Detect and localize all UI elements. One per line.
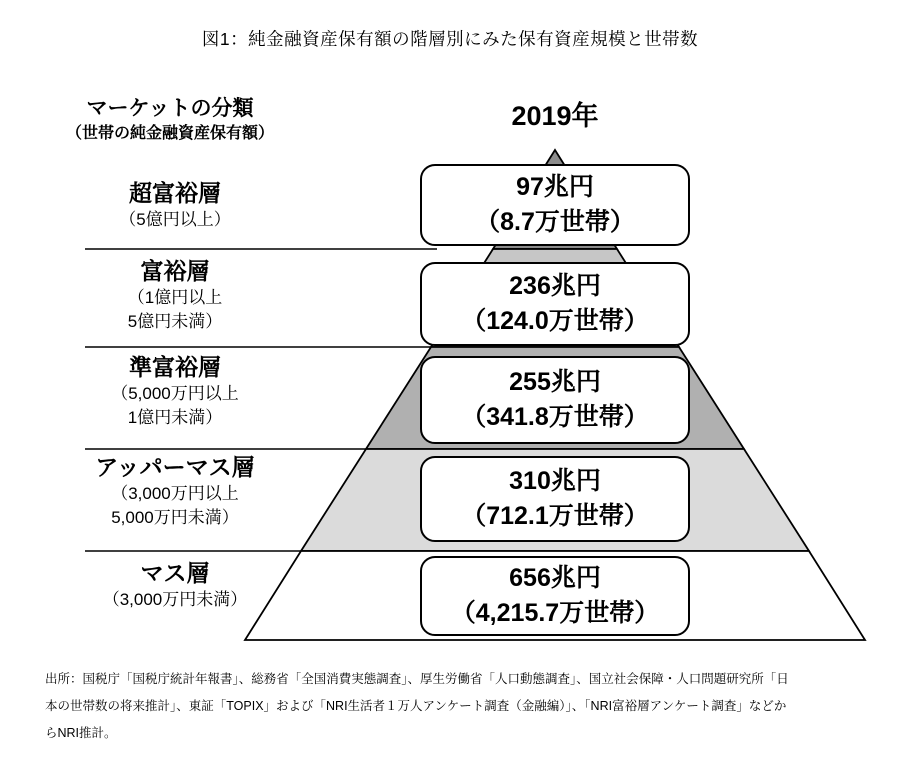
source-note-line-2: 本の世帯数の将来推計」、東証「TOPIX」および「NRI生活者１万人アンケート調査（金融編）」、「NRI富裕層アンケート調査」などか: [45, 699, 787, 713]
tier-3-households-value: （341.8万世帯）: [461, 403, 649, 431]
tier-4-assets-value: 310兆円: [509, 467, 601, 495]
tier-3-label-block: [35, 352, 315, 430]
source-note-line-3: らNRI推計。: [45, 726, 117, 740]
tier-2-value-box: [420, 262, 690, 346]
source-note: [45, 666, 875, 747]
tier-2-households-value: （124.0万世帯）: [461, 307, 649, 335]
tier-2-label-block: [35, 256, 315, 334]
tier-2-name: 富裕層: [140, 258, 210, 284]
tier-2-assets-value: 236兆円: [509, 272, 601, 300]
tier-1-range: （5億円以上）: [119, 210, 231, 229]
tier-4-value-box: [420, 456, 690, 542]
tier-2-range-line-1: （1億円以上: [127, 288, 223, 307]
tier-2-range-line-2: 5億円未満）: [127, 312, 223, 331]
tier-3-assets-value: 255兆円: [509, 368, 601, 396]
tier-1-label-block: [35, 178, 315, 232]
tier-4-households-value: （712.1万世帯）: [461, 502, 649, 530]
tier-4-label-block: [35, 452, 315, 530]
tier-5-name: マス層: [140, 560, 210, 586]
tier-3-name: 準富裕層: [129, 354, 221, 380]
tier-4-name: アッパーマス層: [95, 454, 255, 480]
figure-title: 図1：純金融資産保有額の階層別にみた保有資産規模と世帯数: [201, 29, 699, 49]
tier-3-range-line-1: （5,000万円以上: [111, 384, 239, 403]
tier-3-value-box: [420, 356, 690, 444]
tier-3-range-line-2: 1億円未満）: [127, 408, 223, 427]
tier-5-range: （3,000万円未満）: [102, 590, 248, 609]
tier-5-label-block: [35, 558, 315, 612]
tier-4-range-line-2: 5,000万円未満）: [111, 508, 239, 527]
tier-5-assets-value: 656兆円: [509, 564, 601, 592]
market-classification-heading: マーケットの分類: [86, 97, 254, 120]
market-classification-subheading: （世帯の純金融資産保有額）: [65, 125, 274, 142]
tier-1-households-value: （8.7万世帯）: [475, 208, 635, 236]
tier-1-value-box: [420, 164, 690, 246]
tier-5-value-box: [420, 556, 690, 636]
tier-4-range-line-1: （3,000万円以上: [111, 484, 239, 503]
tier-1-name: 超富裕層: [129, 180, 221, 206]
tier-1-assets-value: 97兆円: [516, 173, 594, 201]
year-heading: 2019年: [511, 101, 599, 131]
source-note-line-1: 出所：国税庁「国税庁統計年報書」、総務省「全国消費実態調査」、厚生労働省「人口動態調査」、国立社会保障・人口問題研究所「日: [45, 672, 789, 686]
tier-5-households-value: （4,215.7万世帯）: [450, 599, 660, 627]
